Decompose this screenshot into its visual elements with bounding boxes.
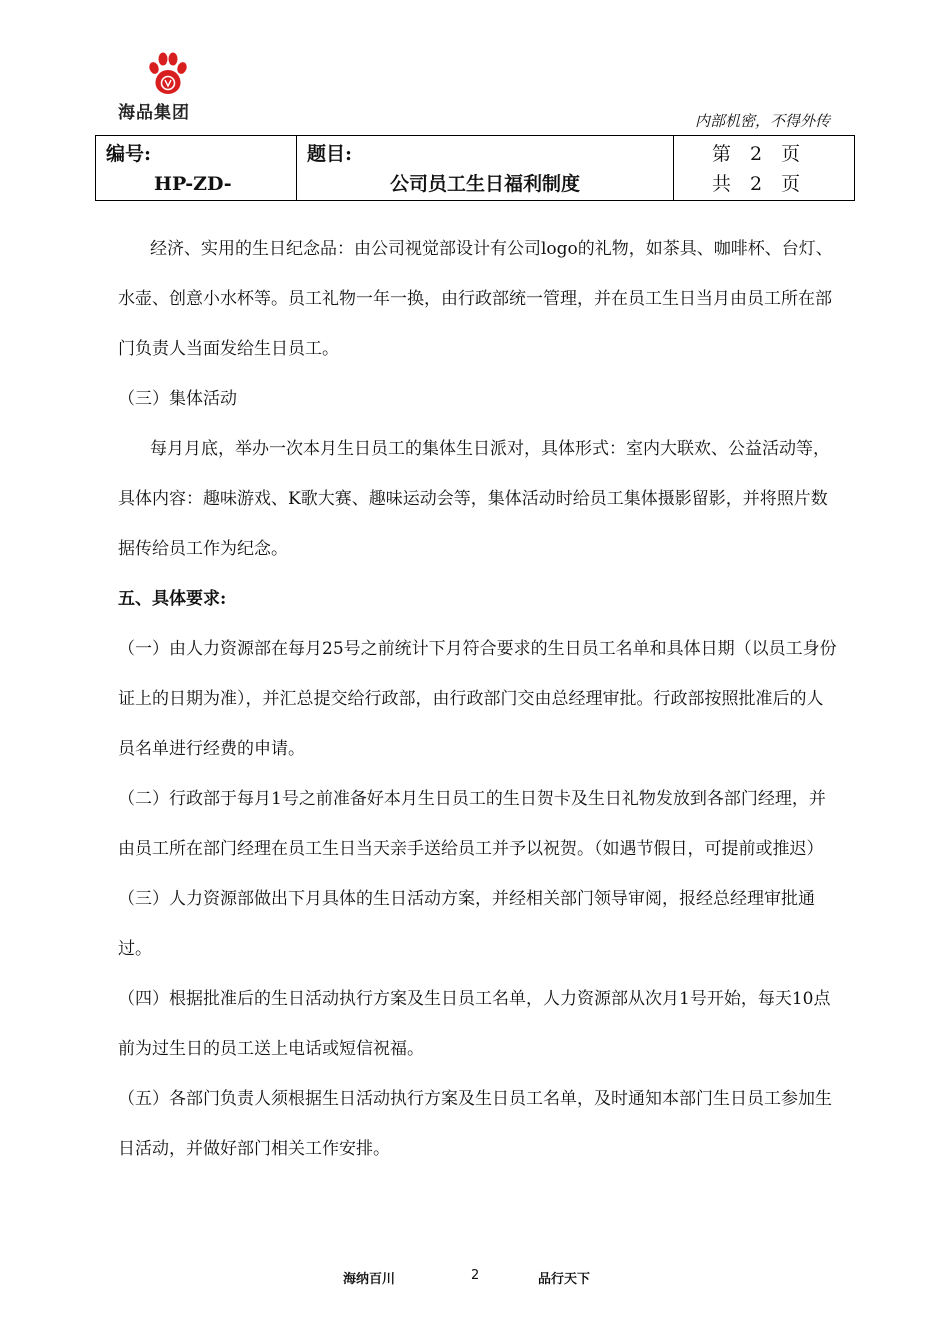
- requirement-2: （二）行政部于每月1号之前准备好本月生日员工的生日贺卡及生日礼物发放到各部门经理，并由员工所在部门经理在员工生日当天亲手送给员工并予以祝贺。（如遇节假日，可提前或推迟）: [118, 789, 826, 859]
- code-label: 编号:: [106, 143, 152, 165]
- page-footer: [0, 1268, 950, 1288]
- paragraph-collective-activity: 每月月底，举办一次本月生日员工的集体生日派对，具体形式：室内大联欢、公益活动等，具体内容：趣味游戏、K歌大赛、趣味运动会等，集体活动时给员工集体摄影留影，并将照片数据传给员工作为纪念。: [118, 439, 830, 559]
- paw-logo-icon: [146, 50, 190, 96]
- title-label: 题目:: [307, 143, 353, 165]
- code-value: HP-ZD-: [154, 173, 232, 195]
- document-header-table: [95, 135, 855, 201]
- page-cell: [674, 136, 855, 201]
- confidential-note: 内部机密，不得外传: [694, 112, 830, 130]
- document-title: 公司员工生日福利制度: [389, 173, 580, 195]
- document-body: [118, 224, 838, 1174]
- heading-collective-activity: （三）集体活动: [118, 389, 237, 409]
- heading-requirements: 五、具体要求:: [118, 589, 227, 609]
- page-total: 共 2 页: [712, 173, 801, 195]
- paragraph-gifts: 经济、实用的生日纪念品：由公司视觉部设计有公司logo的礼物，如茶具、咖啡杯、台灯、水壶、创意小水杯等。员工礼物一年一换，由行政部统一管理，并在员工生日当月由员工所在部门负责人当面发给生日员工。: [118, 239, 833, 359]
- logo-text: 海品集团: [118, 103, 190, 123]
- requirement-4: （四）根据批准后的生日活动执行方案及生日员工名单，人力资源部从次月1号开始，每天10点前为过生日的员工送上电话或短信祝福。: [118, 989, 831, 1059]
- requirement-1: （一）由人力资源部在每月25号之前统计下月符合要求的生日员工名单和具体日期（以员工身份证上的日期为准），并汇总提交给行政部，由行政部门交由总经理审批。行政部按照批准后的人员名单进行经费的申请。: [118, 639, 837, 759]
- requirement-3: （三）人力资源部做出下月具体的生日活动方案，并经相关部门领导审阅，报经总经理审批通过。: [118, 889, 815, 959]
- requirement-5: （五）各部门负责人须根据生日活动执行方案及生日员工名单，及时通知本部门生日员工参加生日活动，并做好部门相关工作安排。: [118, 1089, 832, 1159]
- footer-page-number: 2: [471, 1268, 480, 1283]
- code-cell: [96, 136, 297, 201]
- company-logo: [118, 50, 218, 122]
- title-cell: [297, 136, 674, 201]
- page-current: 第 2 页: [712, 143, 801, 165]
- footer-left-motto: 海纳百川: [343, 1272, 396, 1287]
- footer-right-motto: 品行天下: [538, 1272, 591, 1287]
